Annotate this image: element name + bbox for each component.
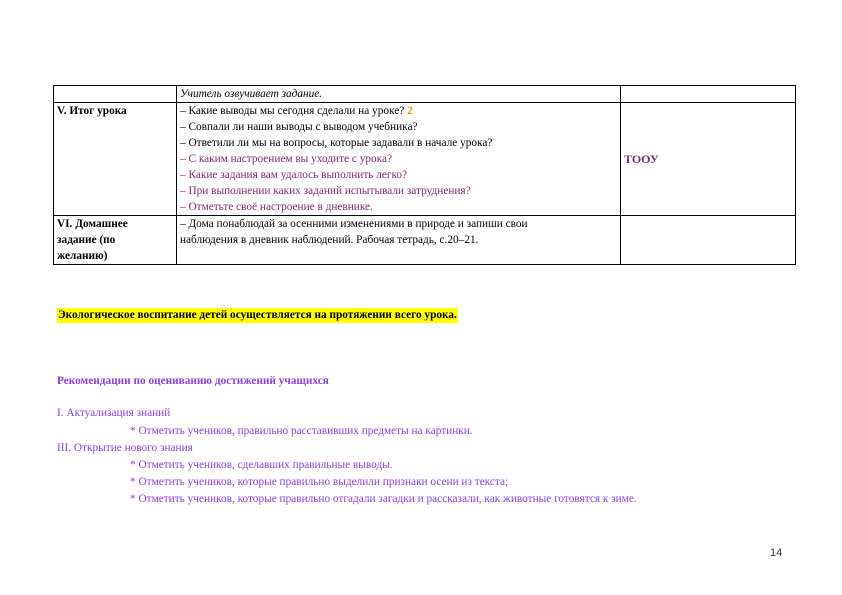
stage-label-homework: VI. Домашнее задание (по желанию) [54,216,177,265]
question-line: – Какие выводы мы сегодня сделали на уроке? 2 [180,105,413,117]
list-item: * Отметить учеников, которые правильно выделили признаки осени из текста; [130,476,509,488]
table-row [54,216,796,265]
assessment-code: ТООУ [624,151,659,166]
table-row [54,103,796,216]
question-line: – Какие задания вам удалось выполнить легко? [180,169,408,181]
list-item: * Отметить учеников, сделавших правильные выводы. [130,459,393,471]
lesson-table [53,85,796,265]
question-line: – Отметьте своё настроение в дневнике. [180,201,373,213]
table-row [54,86,796,103]
teacher-note: Учитель озвучивает задание. [180,88,323,100]
question-line: – При выполнении каких заданий испытывали затруднения? [180,185,471,197]
stage-label-summary: V. Итог урока [54,103,177,216]
table-cell [621,86,796,103]
question-line: – Ответили ли мы на вопросы, которые задавали в начале урока? [180,137,493,149]
table-cell [621,103,796,216]
question-line: – С каким настроением вы уходите с урока? [180,153,392,165]
homework-text: – Дома понаблюдай за осенними изменениями в природе и запиши свои наблюдения в дневник наблюдений. Рабочая тетрадь, с.20–21. [177,216,621,265]
section-heading: I. Актуализация знаний [57,407,171,419]
list-item: * Отметить учеников, которые правильно отгадали загадки и рассказали, как животные готовятся к зиме. [130,493,637,505]
table-cell [177,86,621,103]
page-number: 14 [770,547,783,559]
recommendations-title: Рекомендации по оцениванию достижений учащихся [57,375,329,387]
section-heading: III. Открытие нового знания [57,442,193,454]
table-cell [177,103,621,216]
table-cell [54,86,177,103]
question-line: – Совпали ли наши выводы с выводом учебника? [180,121,418,133]
highlighted-note: Экологическое воспитание детей осуществляется на протяжении всего урока. [58,309,457,321]
table-cell [621,216,796,265]
emphasis-number: 2 [407,105,413,117]
list-item: * Отметить учеников, правильно расставивших предметы на картинки. [130,425,473,437]
